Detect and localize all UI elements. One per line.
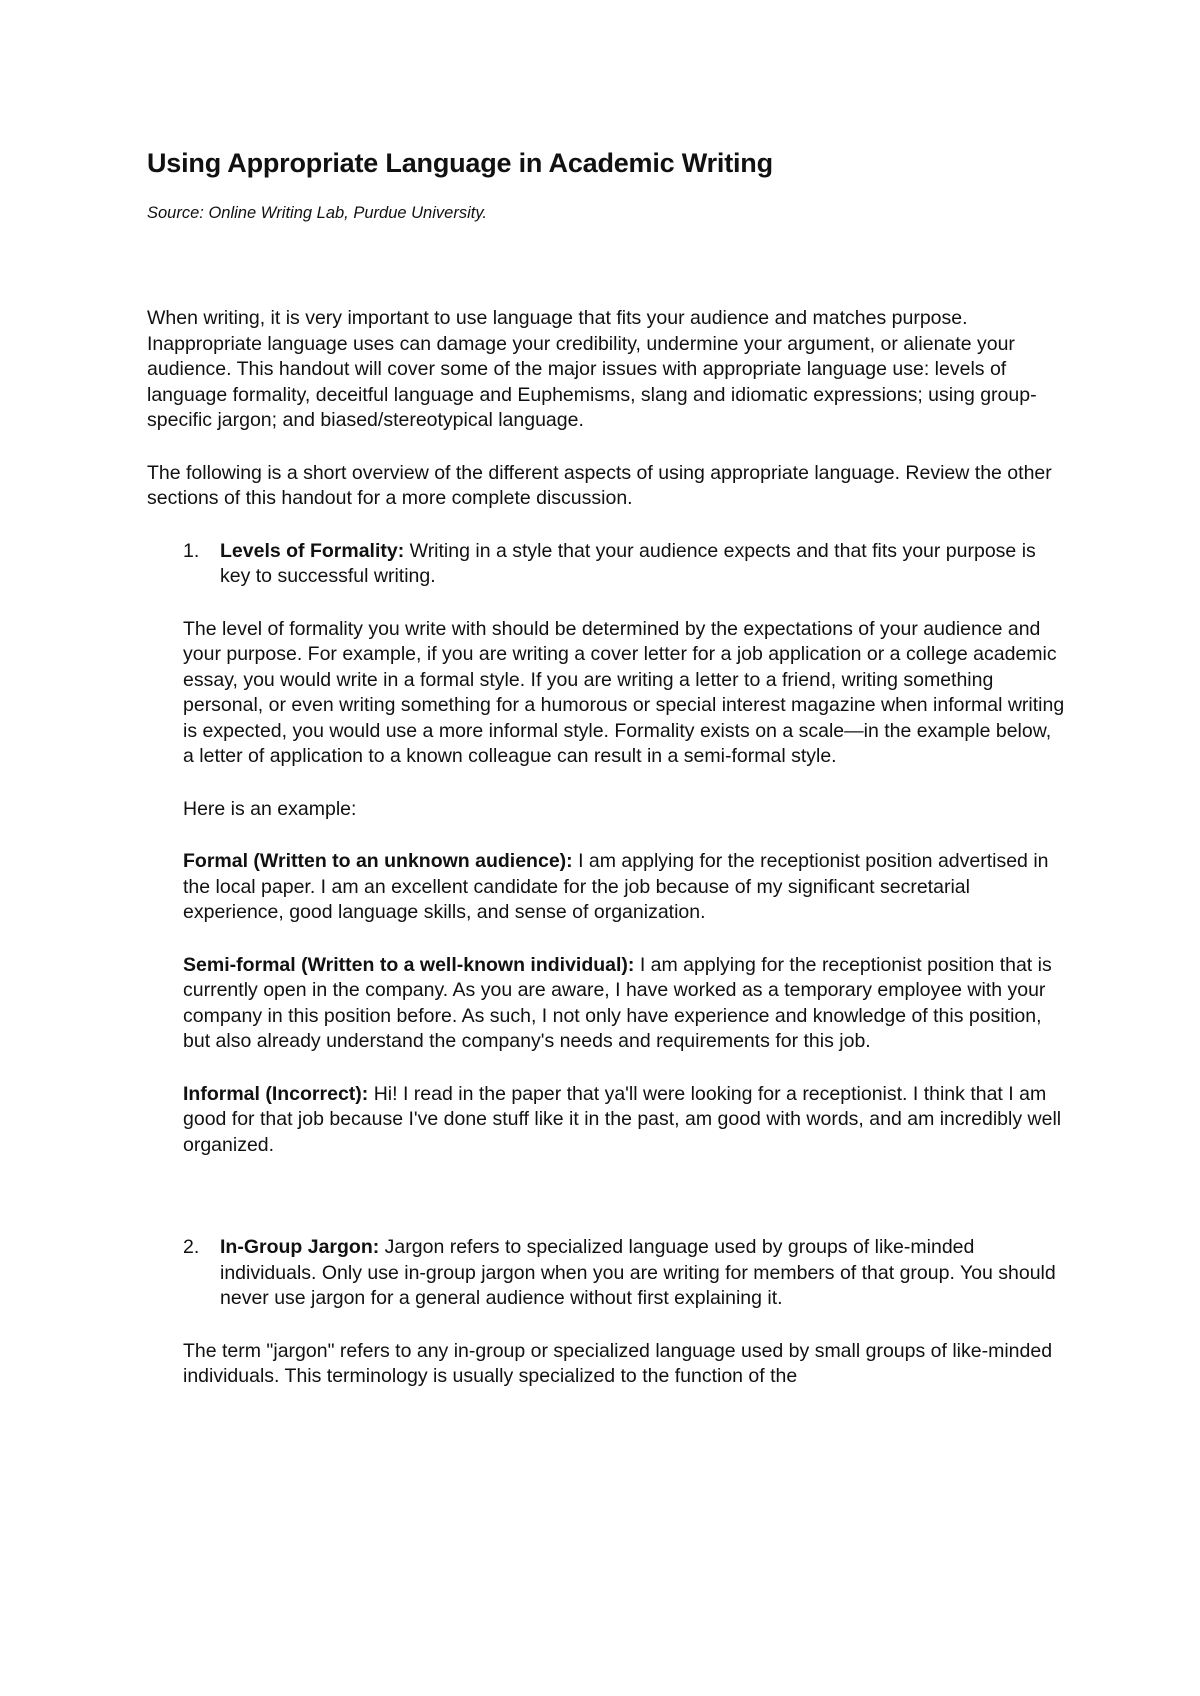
document-body xyxy=(147,146,1067,1390)
example-text: I am applying for the receptionist position that is currently open in the company. As you are aware, I have worked as a temporary employee with your company in this position before. As such, I not only have experience and knowledge of this position, but also already understand the company's needs and requirements for this job. xyxy=(183,953,1052,1052)
list-item-heading: Levels of Formality: xyxy=(220,539,405,562)
list-item-formality xyxy=(147,539,1067,590)
list-item-jargon xyxy=(147,1235,1067,1312)
example-formal xyxy=(147,849,1067,926)
example-label: Formal (Written to an unknown audience): xyxy=(183,850,573,872)
page-title: Using Appropriate Language in Academic Writing xyxy=(147,148,773,178)
example-semi-formal xyxy=(147,953,1067,1055)
example-label: Informal (Incorrect): xyxy=(183,1082,369,1105)
formality-paragraph: The level of formality you write with should be determined by the expectations of your audience and your purpose. For example, if you are writing a cover letter for a job application or a college academic essay, you would write in a formal style. If you are writing a letter to a friend, writing something personal, or even writing something for a humorous or special interest magazine when informal writing is expected, you would use a more informal style. Formality exists on a scale—in the example below, a letter of application to a known colleague can result in a semi-formal style. xyxy=(183,617,1065,767)
list-item-heading: In-Group Jargon: xyxy=(220,1236,380,1258)
example-text: I am applying for the receptionist position advertised in the local paper. I am an excellent candidate for the job because of my significant secretarial experience, good language skills, and sense of organization. xyxy=(183,850,1049,923)
list-number: 1. xyxy=(183,539,200,562)
jargon-paragraph: The term "jargon" refers to any in-group or specialized language used by small groups of like-minded individuals. This terminology is usually specialized to the function of the xyxy=(183,1339,1053,1387)
example-intro: Here is an example: xyxy=(183,797,357,820)
source-line: Source: Online Writing Lab, Purdue University. xyxy=(147,204,487,222)
intro-paragraph: When writing, it is very important to use language that fits your audience and matches purpose. Inappropriate language uses can damage your credibility, undermine your argument, or alienate your audience. This handout will cover some of the major issues with appropriate language use: levels of language formality, deceitful language and Euphemisms, slang and idiomatic expressions; using group-specific jargon; and biased/stereotypical language. xyxy=(147,307,1037,431)
list-item-text: Writing in a style that your audience expects and that fits your purpose is key to successful writing. xyxy=(220,539,1036,587)
list-item-text: Jargon refers to specialized language used by groups of like-minded individuals. Only use in-group jargon when you are writing for members of that group. You should never use jargon for a general audience without first explaining it. xyxy=(220,1236,1056,1309)
list-number: 2. xyxy=(183,1236,200,1258)
example-informal xyxy=(147,1082,1067,1159)
example-label: Semi-formal (Written to a well-known individual): xyxy=(183,953,635,976)
overview-paragraph: The following is a short overview of the different aspects of using appropriate language. Review the other sections of this handout for a more complete discussion. xyxy=(147,461,1052,509)
example-text: Hi! I read in the paper that ya'll were looking for a receptionist. I think that I am good for that job because I've done stuff like it in the past, am good with words, and am incredibly well organized. xyxy=(183,1082,1062,1156)
